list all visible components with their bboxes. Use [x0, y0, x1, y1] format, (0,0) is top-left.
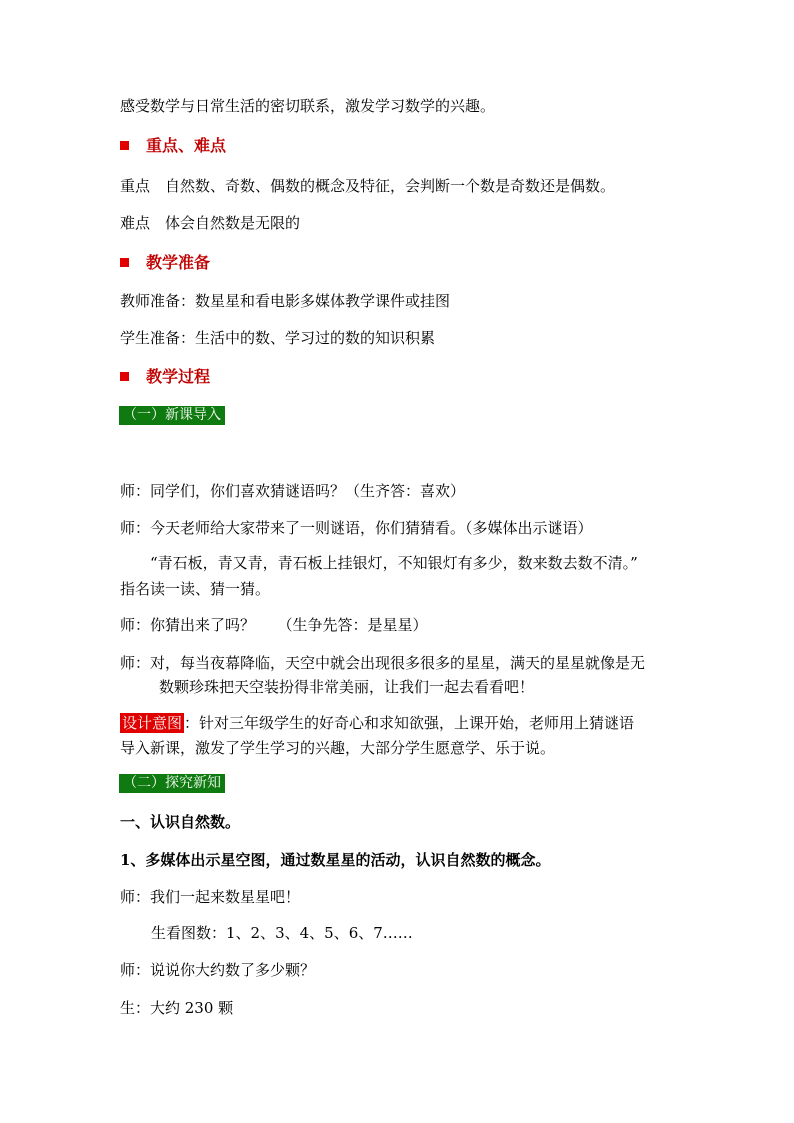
dialogue-line-1: 师：同学们，你们喜欢猜谜语吗？（生齐答：喜欢）	[120, 482, 466, 500]
focus-text: 重点 自然数、奇数、偶数的概念及特征，会判断一个数是奇数还是偶数。	[120, 177, 616, 195]
preparation-title: 教学准备	[146, 253, 211, 272]
design-intent-label: 设计意图	[122, 714, 183, 732]
dialogue-line-6: 生看图数：1、2、3、4、5、6、7……	[151, 924, 413, 942]
subheading-1: 一、认识自然数。	[120, 813, 241, 831]
dialogue-line-7: 师：说说你大约数了多少颗？	[120, 961, 316, 979]
teacher-preparation: 教师准备：数星星和看电影多媒体教学课件或挂图	[120, 292, 451, 310]
student-preparation: 学生准备：生活中的数、学习过的数的知识积累	[120, 329, 436, 347]
intro-text: 感受数学与日常生活的密切联系，激发学习数学的兴趣。	[120, 97, 496, 115]
design-intent-text: ：针对三年级学生的好奇心和求知欲强，上课开始，老师用上猜谜语	[184, 714, 635, 732]
dialogue-line-4a: 师：对，每当夜幕降临，天空中就会出现很多很多的星星，满天的星星就像是无	[120, 654, 646, 672]
riddle-instruction: 指名读一读、猜一猜。	[120, 580, 271, 598]
process-title: 教学过程	[146, 367, 211, 386]
dialogue-line-4b: 数颗珍珠把天空装扮得非常美丽，让我们一起去看看吧！	[159, 678, 535, 696]
dialogue-line-5: 师：我们一起来数星星吧！	[120, 888, 301, 906]
dialogue-line-2: 师：今天老师给大家带来了一则谜语，你们猜猜看。（多媒体出示谜语）	[120, 519, 593, 537]
riddle-text: “青石板，青又青，青石板上挂银灯，不知银灯有多少，数来数去数不清。”	[150, 554, 638, 572]
square-bullet-icon	[120, 372, 129, 381]
design-intent-continued: 导入新课，激发了学生学习的兴趣，大部分学生愿意学、乐于说。	[120, 739, 556, 757]
key-points-title: 重点、难点	[146, 136, 227, 155]
subheading-2: 1、多媒体出示星空图，通过数星星的活动，认识自然数的概念。	[120, 851, 551, 869]
section1-label: （一）新课导入	[119, 406, 225, 425]
dialogue-line-3: 师：你猜出来了吗？ （生争先答：是星星）	[120, 616, 428, 634]
square-bullet-icon	[120, 258, 129, 267]
preparation-heading	[120, 253, 210, 273]
design-intent	[120, 713, 634, 733]
dialogue-line-8: 生：大约 230 颗	[120, 999, 234, 1017]
section2-label: （二）探究新知	[119, 774, 225, 793]
key-points-heading	[120, 136, 226, 156]
process-heading	[120, 367, 210, 387]
difficulty-text: 难点 体会自然数是无限的	[120, 214, 301, 232]
square-bullet-icon	[120, 141, 129, 150]
